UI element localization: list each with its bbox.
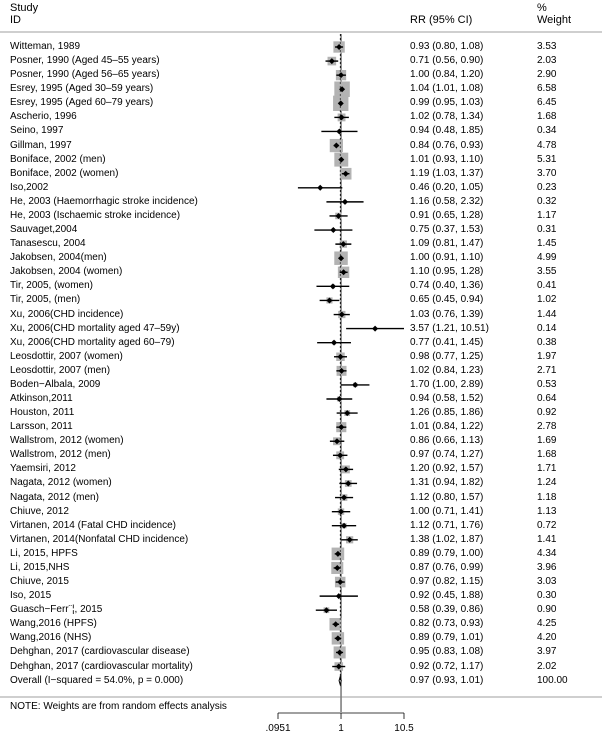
weight-value: 0.34 bbox=[537, 125, 557, 137]
study-label: He, 2003 (Ischaemic stroke incidence) bbox=[10, 209, 181, 221]
study-row bbox=[0, 251, 602, 265]
weight-value: 3.70 bbox=[537, 167, 557, 179]
weight-value: 1.45 bbox=[537, 238, 557, 250]
rr-ci-value: 1.01 (0.84, 1.22) bbox=[410, 421, 484, 433]
weight-value: 1.13 bbox=[537, 505, 557, 517]
study-label: Ascherio, 1996 bbox=[10, 111, 77, 123]
weight-value: 1.68 bbox=[537, 449, 557, 461]
study-row bbox=[0, 167, 602, 181]
study-label: Boniface, 2002 (men) bbox=[10, 153, 106, 165]
weight-value: 0.41 bbox=[537, 280, 557, 292]
weight-value: 2.03 bbox=[537, 55, 557, 67]
weight-value: 1.68 bbox=[537, 111, 557, 123]
x-tick-label: .0951 bbox=[265, 723, 291, 734]
study-label: Leosdottir, 2007 (women) bbox=[10, 350, 123, 362]
rr-ci-value: 1.12 (0.80, 1.57) bbox=[410, 491, 484, 503]
study-label: Boden−Albala, 2009 bbox=[10, 378, 101, 390]
rr-ci-value: 1.20 (0.92, 1.57) bbox=[410, 463, 484, 475]
rr-ci-value: 0.87 (0.76, 0.99) bbox=[410, 561, 484, 573]
study-row bbox=[0, 293, 602, 307]
study-row bbox=[0, 589, 602, 603]
rr-ci-value: 1.02 (0.78, 1.34) bbox=[410, 111, 484, 123]
rr-ci-value: 0.94 (0.48, 1.85) bbox=[410, 125, 484, 137]
rr-ci-value: 1.26 (0.85, 1.86) bbox=[410, 407, 484, 419]
weight-value: 1.69 bbox=[537, 435, 557, 447]
study-label: Li, 2015, HPFS bbox=[10, 547, 78, 559]
rr-ci-value: 0.77 (0.41, 1.45) bbox=[410, 336, 484, 348]
study-row bbox=[0, 96, 602, 110]
study-label: Leosdottir, 2007 (men) bbox=[10, 364, 111, 376]
rr-ci-value: 1.01 (0.93, 1.10) bbox=[410, 153, 484, 165]
study-row bbox=[0, 364, 602, 378]
rr-ci-value: 0.89 (0.79, 1.00) bbox=[410, 547, 484, 559]
rr-ci-value: 0.82 (0.73, 0.93) bbox=[410, 618, 484, 630]
rr-ci-value: 1.16 (0.58, 2.32) bbox=[410, 195, 484, 207]
rr-ci-value: 1.04 (1.01, 1.08) bbox=[410, 83, 484, 95]
study-row bbox=[0, 40, 602, 54]
rr-ci-value: 1.19 (1.03, 1.37) bbox=[410, 167, 484, 179]
study-label: Esrey, 1995 (Aged 60–79 years) bbox=[10, 97, 154, 109]
rr-ci-value: 0.92 (0.72, 1.17) bbox=[410, 660, 484, 672]
weight-value: 0.14 bbox=[537, 322, 557, 334]
rr-ci-value: 1.00 (0.84, 1.20) bbox=[410, 69, 484, 81]
study-label: Iso, 2015 bbox=[10, 590, 52, 602]
rr-ci-value: 1.00 (0.71, 1.41) bbox=[410, 505, 484, 517]
study-row bbox=[0, 195, 602, 209]
id-header: ID bbox=[10, 14, 21, 26]
study-label: Posner, 1990 (Aged 56–65 years) bbox=[10, 69, 160, 81]
weight-value: 1.17 bbox=[537, 209, 557, 221]
rr-ci-value: 0.84 (0.76, 0.93) bbox=[410, 139, 484, 151]
weight-header: Weight bbox=[537, 14, 572, 26]
study-row bbox=[0, 82, 602, 96]
study-label: Tir, 2005, (women) bbox=[10, 280, 93, 292]
study-row bbox=[0, 631, 602, 645]
rr-ci-value: 1.09 (0.81, 1.47) bbox=[410, 238, 484, 250]
study-label: Sauvaget,2004 bbox=[10, 224, 78, 236]
study-label: Overall (I−squared = 54.0%, p = 0.000) bbox=[10, 674, 184, 686]
study-label: Atkinson,2011 bbox=[10, 393, 73, 404]
study-label: Li, 2015,NHS bbox=[10, 561, 70, 573]
study-row bbox=[0, 519, 602, 533]
study-label: Wang,2016 (NHS) bbox=[10, 632, 92, 644]
study-label: Chiuve, 2012 bbox=[10, 505, 69, 517]
study-row bbox=[0, 448, 602, 462]
rr-ci-value: 0.89 (0.79, 1.01) bbox=[410, 632, 484, 644]
weights-note: NOTE: Weights are from random effects analysis bbox=[10, 701, 227, 712]
weight-value: 0.90 bbox=[537, 604, 557, 616]
weight-value: 1.24 bbox=[537, 477, 557, 489]
rr-ci-header: RR (95% CI) bbox=[410, 14, 473, 26]
weight-value: 3.96 bbox=[537, 561, 557, 573]
study-label: Chiuve, 2015 bbox=[10, 576, 69, 588]
weight-value: 2.90 bbox=[537, 69, 557, 81]
rr-ci-value: 0.75 (0.37, 1.53) bbox=[410, 224, 484, 236]
rr-ci-value: 0.71 (0.56, 0.90) bbox=[410, 55, 484, 67]
study-row bbox=[0, 223, 602, 237]
rr-ci-value: 0.58 (0.39, 0.86) bbox=[410, 604, 484, 616]
study-row bbox=[0, 308, 602, 322]
study-label: Jakobsen, 2004 (women) bbox=[10, 266, 123, 278]
study-label: Tir, 2005, (men) bbox=[10, 294, 81, 306]
weight-value: 2.78 bbox=[537, 421, 557, 433]
study-row bbox=[0, 491, 602, 505]
study-label: Xu, 2006(CHD mortality aged 60–79) bbox=[10, 336, 175, 348]
weight-value: 1.44 bbox=[537, 308, 557, 320]
x-tick-label: 10.5 bbox=[394, 723, 414, 734]
study-label: He, 2003 (Haemorrhagic stroke incidence) bbox=[10, 195, 198, 207]
study-row bbox=[0, 336, 602, 350]
study-label: Nagata, 2012 (men) bbox=[10, 491, 99, 503]
rr-ci-value: 0.97 (0.74, 1.27) bbox=[410, 449, 484, 461]
weight-value: 3.55 bbox=[537, 266, 557, 278]
rr-ci-value: 0.98 (0.77, 1.25) bbox=[410, 350, 484, 362]
study-label: Dehghan, 2017 (cardiovascular disease) bbox=[10, 646, 190, 658]
study-row bbox=[0, 181, 602, 195]
study-row bbox=[0, 547, 602, 561]
weight-value: 3.03 bbox=[537, 576, 557, 588]
rr-ci-value: 1.38 (1.02, 1.87) bbox=[410, 533, 484, 545]
study-row bbox=[0, 54, 602, 68]
study-label: Wallstrom, 2012 (men) bbox=[10, 449, 111, 461]
weight-value: 4.20 bbox=[537, 632, 557, 644]
x-tick-label: 1 bbox=[338, 723, 344, 734]
rr-ci-value: 1.70 (1.00, 2.89) bbox=[410, 378, 484, 390]
weight-value: 0.30 bbox=[537, 590, 557, 602]
weight-value: 1.71 bbox=[537, 463, 557, 475]
study-label: Witteman, 1989 bbox=[10, 41, 81, 52]
study-row bbox=[0, 645, 602, 659]
study-row bbox=[0, 434, 602, 448]
study-row bbox=[0, 420, 602, 434]
study-label: Posner, 1990 (Aged 45–55 years) bbox=[10, 55, 160, 67]
weight-percent-header: % bbox=[537, 2, 547, 14]
weight-value: 0.92 bbox=[537, 407, 557, 419]
weight-value: 4.78 bbox=[537, 139, 557, 151]
study-row bbox=[0, 237, 602, 251]
study-row bbox=[0, 265, 602, 279]
study-row bbox=[0, 392, 602, 406]
rr-ci-value: 0.91 (0.65, 1.28) bbox=[410, 209, 484, 221]
study-row bbox=[0, 110, 602, 124]
weight-value: 2.71 bbox=[537, 364, 557, 376]
study-label: Tanasescu, 2004 bbox=[10, 238, 86, 250]
study-row bbox=[0, 603, 602, 617]
rr-ci-value: 0.46 (0.20, 1.05) bbox=[410, 181, 484, 193]
weight-value: 2.02 bbox=[537, 660, 557, 672]
weight-value: 0.53 bbox=[537, 378, 557, 390]
weight-value: 3.97 bbox=[537, 646, 557, 658]
rr-ci-value: 0.97 (0.82, 1.15) bbox=[410, 576, 484, 588]
weight-value: 0.31 bbox=[537, 224, 557, 236]
weight-value: 0.72 bbox=[537, 519, 557, 531]
rr-ci-value: 0.65 (0.45, 0.94) bbox=[410, 294, 484, 306]
study-row bbox=[0, 575, 602, 589]
study-label: Larsson, 2011 bbox=[10, 421, 73, 433]
study-label: Xu, 2006(CHD mortality aged 47–59y) bbox=[10, 322, 180, 334]
rr-ci-value: 0.94 (0.58, 1.52) bbox=[410, 393, 484, 404]
study-row bbox=[0, 68, 602, 82]
weight-value: 6.45 bbox=[537, 97, 557, 109]
weight-value: 3.53 bbox=[537, 41, 557, 52]
study-label: Dehghan, 2017 (cardiovascular mortality) bbox=[10, 660, 193, 672]
rr-ci-value: 0.86 (0.66, 1.13) bbox=[410, 435, 484, 447]
rr-ci-value: 0.95 (0.83, 1.08) bbox=[410, 646, 484, 658]
rr-ci-value: 1.02 (0.84, 1.23) bbox=[410, 364, 484, 376]
rr-ci-value: 0.93 (0.80, 1.08) bbox=[410, 41, 484, 52]
rr-ci-value: 1.00 (0.91, 1.10) bbox=[410, 252, 484, 264]
study-label: Virtanen, 2014(Nonfatal CHD incidence) bbox=[10, 533, 189, 545]
study-label: Guasch−Ferr¨¦, 2015 bbox=[10, 604, 103, 616]
study-label: Xu, 2006(CHD incidence) bbox=[10, 308, 124, 320]
weight-value: 4.25 bbox=[537, 618, 557, 630]
study-label: Nagata, 2012 (women) bbox=[10, 477, 112, 489]
study-label: Seino, 1997 bbox=[10, 125, 64, 137]
weight-value: 4.34 bbox=[537, 547, 557, 559]
study-row bbox=[0, 322, 602, 336]
weight-value: 0.23 bbox=[537, 181, 557, 193]
overall-row bbox=[0, 674, 602, 688]
study-row bbox=[0, 209, 602, 223]
study-row bbox=[0, 476, 602, 490]
study-row bbox=[0, 660, 602, 674]
weight-value: 4.99 bbox=[537, 252, 557, 264]
weight-value: 100.00 bbox=[537, 674, 568, 686]
study-row bbox=[0, 505, 602, 519]
study-row bbox=[0, 279, 602, 293]
rr-ci-value: 0.74 (0.40, 1.36) bbox=[410, 280, 484, 292]
study-label: Gillman, 1997 bbox=[10, 139, 72, 151]
study-label: Esrey, 1995 (Aged 30–59 years) bbox=[10, 83, 154, 95]
rr-ci-value: 0.92 (0.45, 1.88) bbox=[410, 590, 484, 602]
study-label: Jakobsen, 2004(men) bbox=[10, 252, 107, 264]
weight-value: 1.41 bbox=[537, 533, 557, 545]
study-row bbox=[0, 350, 602, 364]
rr-ci-value: 0.97 (0.93, 1.01) bbox=[410, 674, 484, 686]
rr-ci-value: 3.57 (1.21, 10.51) bbox=[410, 322, 489, 334]
study-row bbox=[0, 124, 602, 138]
study-row bbox=[0, 139, 602, 153]
study-header: Study bbox=[10, 2, 39, 14]
study-label: Wang,2016 (HPFS) bbox=[10, 618, 97, 630]
study-label: Wallstrom, 2012 (women) bbox=[10, 435, 124, 447]
study-row bbox=[0, 533, 602, 547]
rr-ci-value: 1.10 (0.95, 1.28) bbox=[410, 266, 484, 278]
study-label: Houston, 2011 bbox=[10, 407, 75, 419]
weight-value: 6.58 bbox=[537, 83, 557, 95]
weight-value: 1.97 bbox=[537, 350, 557, 362]
weight-value: 1.02 bbox=[537, 294, 557, 306]
study-row bbox=[0, 617, 602, 631]
study-row bbox=[0, 378, 602, 392]
weight-value: 0.38 bbox=[537, 336, 557, 348]
rr-ci-value: 1.12 (0.71, 1.76) bbox=[410, 519, 484, 531]
study-row bbox=[0, 406, 602, 420]
study-label: Virtanen, 2014 (Fatal CHD incidence) bbox=[10, 519, 177, 531]
study-label: Yaemsiri, 2012 bbox=[10, 463, 76, 475]
study-row bbox=[0, 153, 602, 167]
weight-value: 5.31 bbox=[537, 153, 557, 165]
rr-ci-value: 1.31 (0.94, 1.82) bbox=[410, 477, 484, 489]
weight-value: 0.32 bbox=[537, 195, 557, 207]
weight-value: 1.18 bbox=[537, 491, 557, 503]
study-row bbox=[0, 462, 602, 476]
study-row bbox=[0, 561, 602, 575]
study-label: Iso,2002 bbox=[10, 181, 49, 193]
weight-value: 0.64 bbox=[537, 393, 557, 404]
study-label: Boniface, 2002 (women) bbox=[10, 167, 119, 179]
rr-ci-value: 1.03 (0.76, 1.39) bbox=[410, 308, 484, 320]
rr-ci-value: 0.99 (0.95, 1.03) bbox=[410, 97, 484, 109]
